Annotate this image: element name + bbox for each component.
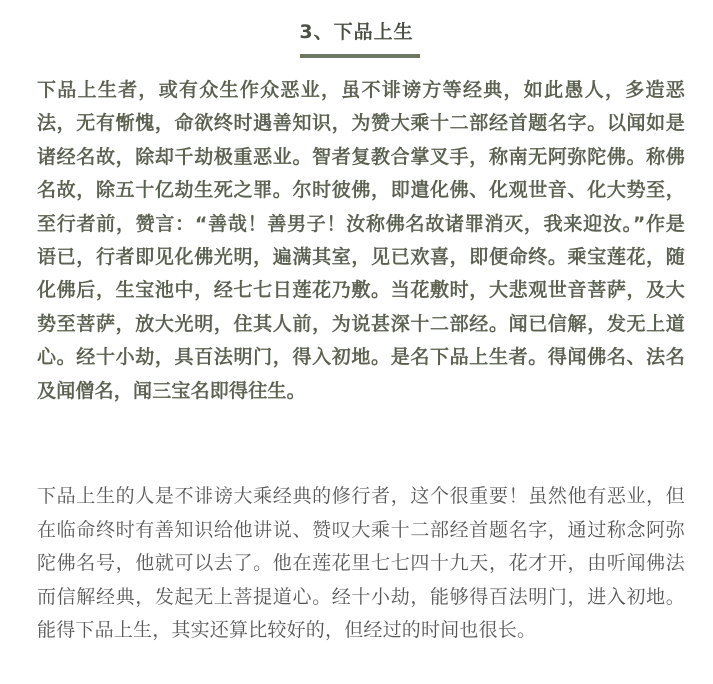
commentary-paragraph: 下品上生的人是不诽谤大乘经典的修行者，这个很重要！虽然他有恶业，但在临命终时有善知识给他讲说、赞叹大乘十二部经首题名字，通过称念阿弥陀佛名号，他就可以去了。他在莲花里七七四十九天，花才开，由听闻佛法而信解经典，发起无上菩提道心。经十小劫，能够得百法明门，进入初地。能得下品上生，其实还算比较好的，但经过的时间也很长。 bbox=[37, 485, 685, 642]
scripture-paragraph: 下品上生者，或有众生作众恶业，虽不诽谤方等经典，如此愚人，多造恶法，无有惭愧，命欲终时遇善知识，为赞大乘十二部经首题名字。以闻如是诸经名故，除却千劫极重恶业。智者复教合掌叉手，称南无阿弥陀佛。称佛名故，除五十亿劫生死之罪。尔时彼佛，即遣化佛、化观世音、化大势至，至行者前，赞言：“善哉！善男子！汝称佛名故诸罪消灭，我来迎汝。”作是语已，行者即见化佛光明，遍满其室，见已欢喜，即便命终。乘宝莲花，随化佛后，生宝池中，经七七日莲花乃敷。当花敷时，大悲观世音菩萨，及大势至菩萨，放大光明，住其人前，为说甚深十二部经。闻已信解，发无上道心。经十小劫，具百法明门，得入初地。是名下品上生者。得闻佛名、法名及闻僧名，闻三宝名即得往生。 bbox=[37, 79, 685, 402]
title-underline bbox=[300, 54, 420, 58]
section-title: 3、下品上生 bbox=[299, 21, 414, 43]
section-header bbox=[0, 18, 713, 46]
